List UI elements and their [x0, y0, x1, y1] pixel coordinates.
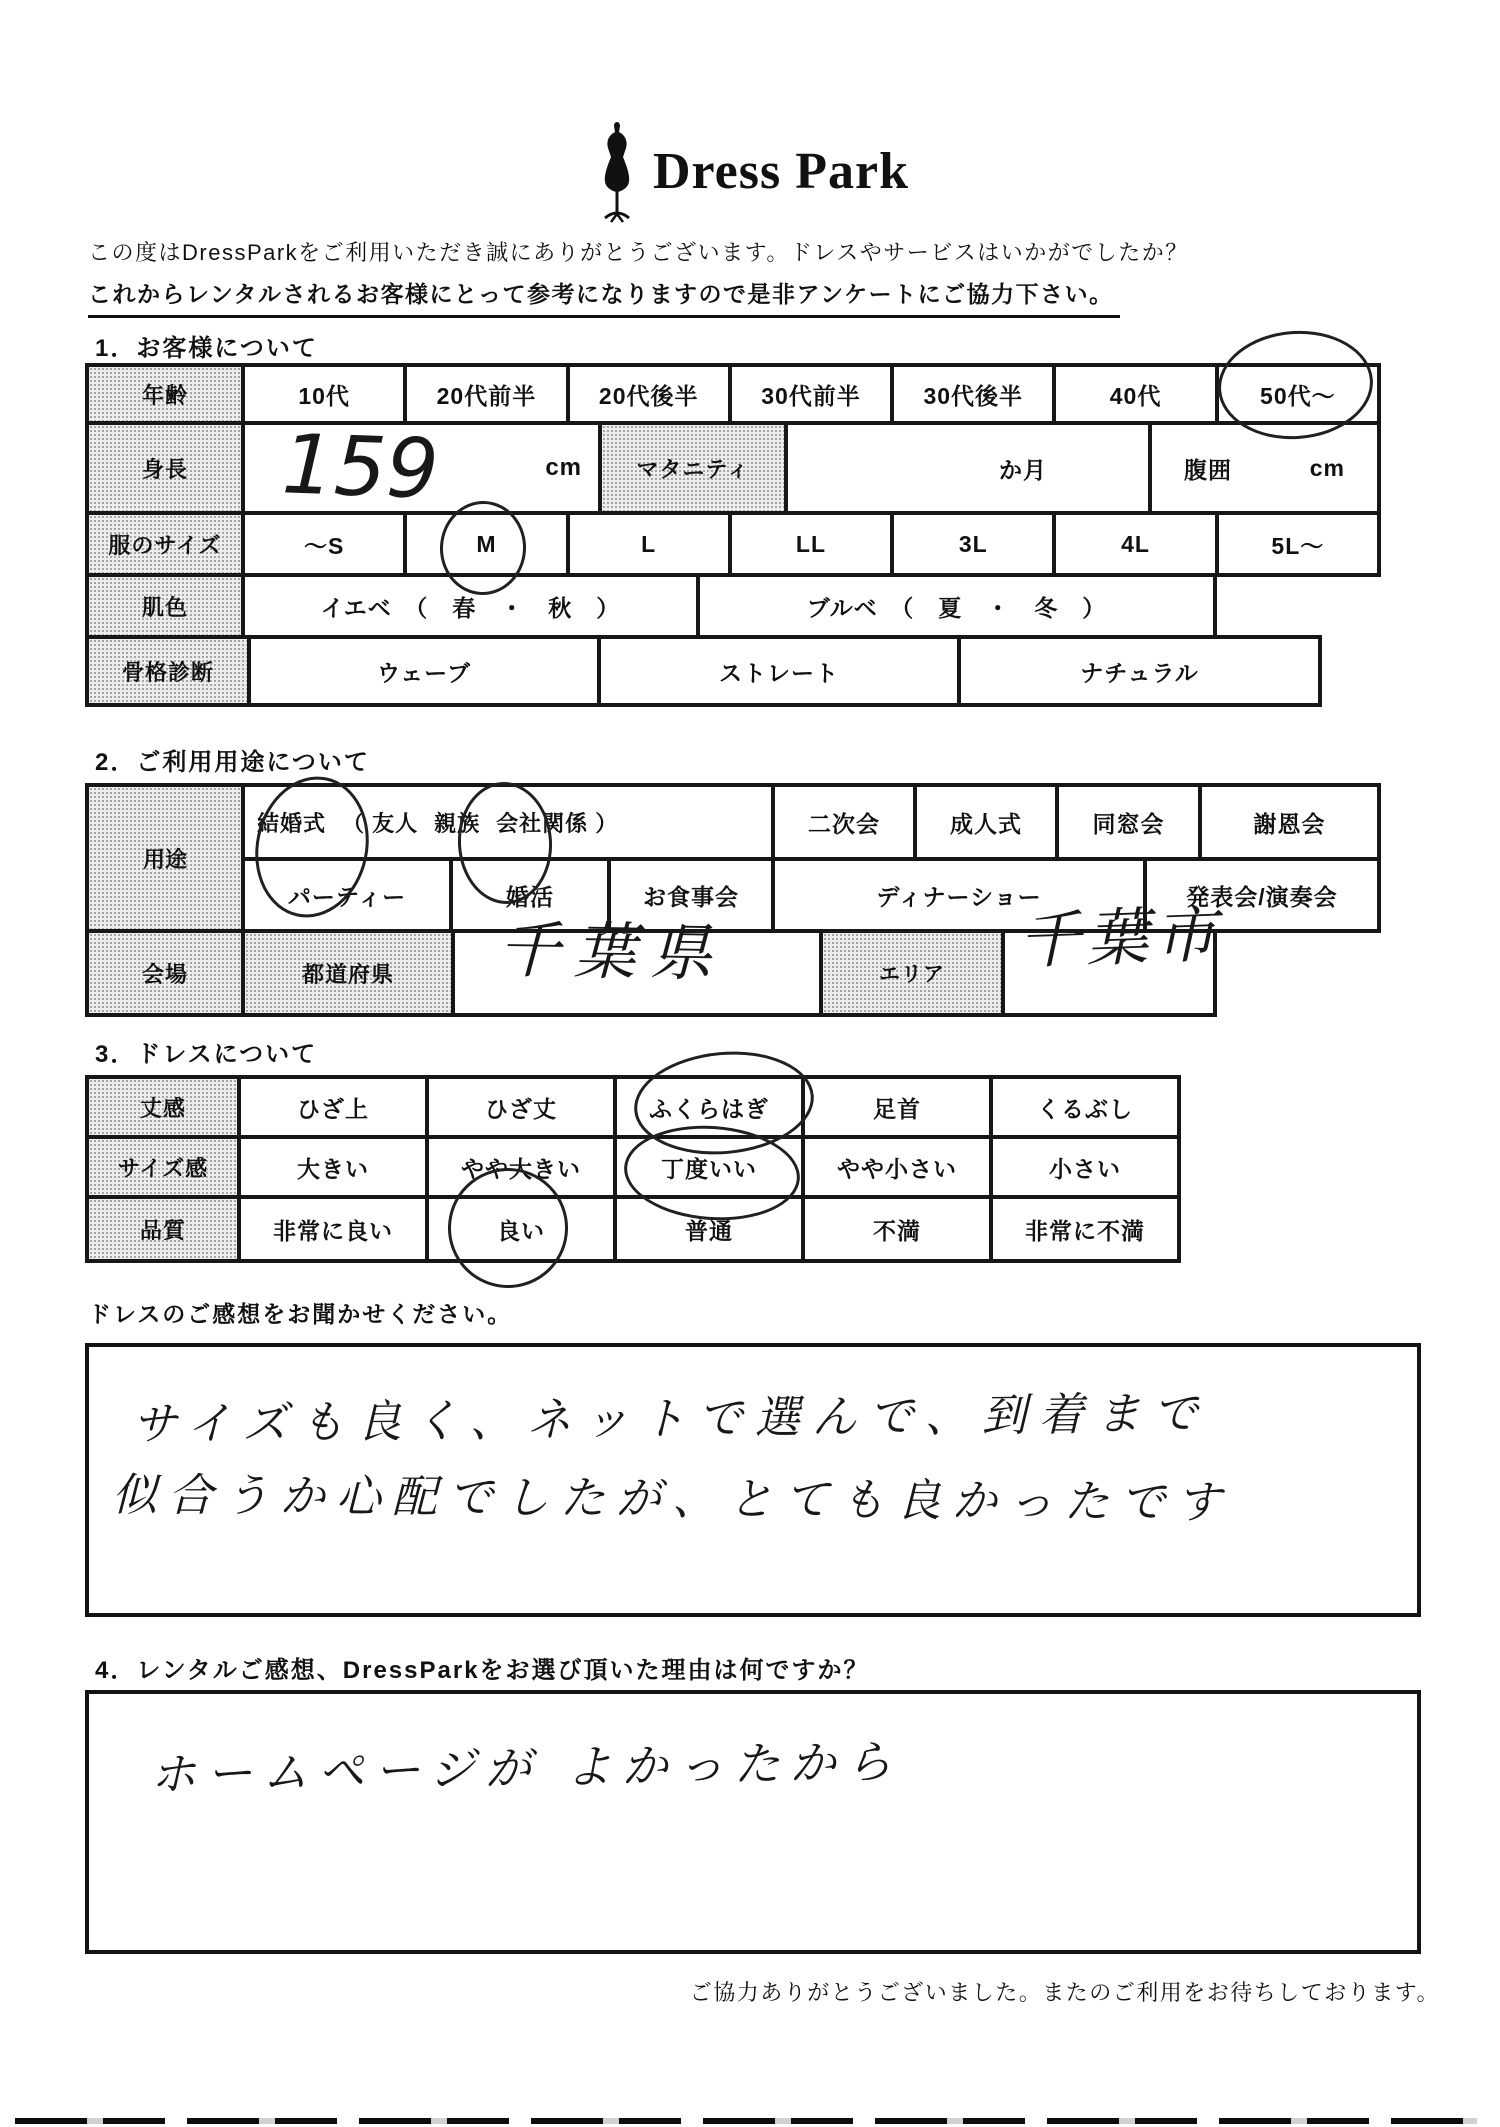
handwritten-area: 千葉市	[1016, 897, 1224, 978]
quality-option: 不満	[805, 1199, 993, 1259]
usage-option: 婚活	[453, 861, 611, 929]
age-option: 30代後半	[894, 367, 1056, 421]
section-1-title: 1．お客様について	[95, 335, 318, 362]
fit-option: やや大きい	[429, 1139, 617, 1195]
area-label: エリア	[823, 933, 1005, 1013]
size-option: 5L～	[1271, 532, 1325, 559]
skin-option: ブルベ （ 夏 ・ 冬 ）	[806, 594, 1107, 621]
length-header: 丈感	[89, 1079, 241, 1135]
height-header: 身長	[89, 425, 245, 511]
dress-mannequin-icon	[591, 120, 643, 231]
skeleton-option: ナチュラル	[1080, 659, 1199, 686]
usage-option: 発表会/演奏会	[1186, 883, 1338, 910]
waist-unit: cm	[1309, 454, 1345, 481]
closing-message: ご協力ありがとうございました。またのご利用をお待ちしております。	[689, 1980, 1440, 2005]
section-3-title: 3．ドレスについて	[95, 1041, 318, 1068]
usage-wedding-paren-close: 会社関係 ）	[496, 810, 619, 836]
usage-option: 成人式	[917, 787, 1059, 857]
skin-row	[85, 573, 1217, 639]
skeleton-header: 骨格診断	[89, 639, 251, 703]
handwritten-feedback-line-1: サイズも良く、ネットで選んで、到着まで	[131, 1386, 1210, 1451]
quality-option: 非常に良い	[241, 1199, 429, 1259]
age-option-circled: 50代～	[1260, 382, 1336, 409]
quality-option-circled: 良い	[429, 1199, 617, 1259]
handwritten-prefecture: 千葉県	[497, 913, 727, 990]
usage-option: パーティー	[245, 861, 453, 929]
quality-header: 品質	[89, 1199, 241, 1259]
quality-row	[85, 1195, 1181, 1263]
usage-option: お食事会	[611, 861, 775, 929]
height-row	[85, 421, 1381, 515]
age-row	[85, 363, 1381, 425]
age-header: 年齢	[89, 367, 245, 421]
usage-wedding-paren-open: （ 友人	[342, 810, 419, 836]
section-4-title: 4．レンタルご感想、DressParkをお選び頂いた理由は何ですか？	[95, 1657, 870, 1684]
usage-relative-circled: 親族	[434, 810, 481, 836]
intro-line-1: この度はDressParkをご利用いただき誠にありがとうございます。ドレスやサービスはいかがでしたか？	[88, 240, 1189, 265]
length-option: ひざ丈	[429, 1079, 617, 1135]
venue-header: 会場	[89, 933, 245, 1013]
fit-option: やや小さい	[805, 1139, 993, 1195]
waist-cell	[1152, 425, 1377, 511]
usage-option: 二次会	[775, 787, 917, 857]
section-2-title: 2．ご利用用途について	[95, 749, 370, 776]
length-option-circled: ふくらはぎ	[617, 1079, 805, 1135]
usage-option: 謝恩会	[1253, 810, 1326, 837]
length-option: くるぶし	[1037, 1095, 1133, 1122]
prefecture-label: 都道府県	[245, 933, 455, 1013]
skin-header: 肌色	[89, 577, 245, 635]
months-label: か月	[788, 425, 1152, 511]
age-option: 20代後半	[570, 367, 732, 421]
size-option: LL	[732, 515, 894, 573]
age-option: 40代	[1056, 367, 1218, 421]
size-option-circled: M	[407, 515, 569, 573]
height-value-cell: cm	[245, 425, 602, 511]
handwritten-height-value: 159	[280, 417, 441, 518]
usage-option: ディナーショー	[775, 861, 1147, 929]
size-row	[85, 511, 1381, 577]
age-option: 20代前半	[407, 367, 569, 421]
size-option: 4L	[1056, 515, 1218, 573]
length-option: ひざ上	[241, 1079, 429, 1135]
handwritten-reason: ホームページが よかったから	[149, 1734, 903, 1802]
skeleton-option: ウェーブ	[251, 639, 601, 703]
usage-header: 用途	[89, 787, 245, 929]
usage-wedding-circled: 結婚式	[257, 810, 327, 836]
age-option: 30代前半	[732, 367, 894, 421]
skeleton-option: ストレート	[601, 639, 961, 703]
fit-option-circled: 丁度いい	[617, 1139, 805, 1195]
usage-option: 同窓会	[1059, 787, 1202, 857]
maternity-label: マタニティ	[602, 425, 788, 511]
brand-logo	[0, 120, 1500, 231]
scan-artifact-line	[15, 2118, 1477, 2124]
length-row	[85, 1075, 1181, 1139]
size-header: 服のサイズ	[89, 515, 245, 573]
fit-option: 小さい	[1049, 1155, 1121, 1182]
fit-header: サイズ感	[89, 1139, 241, 1195]
brand-name: Dress Park	[652, 143, 909, 200]
usage-row-1	[245, 787, 1377, 861]
intro-line-2: これからレンタルされるお客様にとって参考になりますので是非アンケートにご協力下さい。	[88, 276, 1120, 318]
size-option: ～S	[245, 515, 407, 573]
handwritten-feedback-line-2: 似合うか心配でしたが、とても良かったです	[111, 1468, 1233, 1529]
size-option: L	[570, 515, 732, 573]
skin-option: イエベ （ 春 ・ 秋 ）	[245, 577, 700, 635]
feedback-label: ドレスのご感想をお聞かせください。	[88, 1301, 513, 1327]
quality-option: 非常に不満	[1025, 1217, 1145, 1244]
skeleton-row	[85, 635, 1322, 707]
length-option: 足首	[805, 1079, 993, 1135]
waist-label: 腹囲	[1184, 456, 1232, 483]
size-option: 3L	[894, 515, 1056, 573]
age-option: 10代	[245, 367, 407, 421]
quality-option: 普通	[617, 1199, 805, 1259]
fit-option: 大きい	[241, 1139, 429, 1195]
